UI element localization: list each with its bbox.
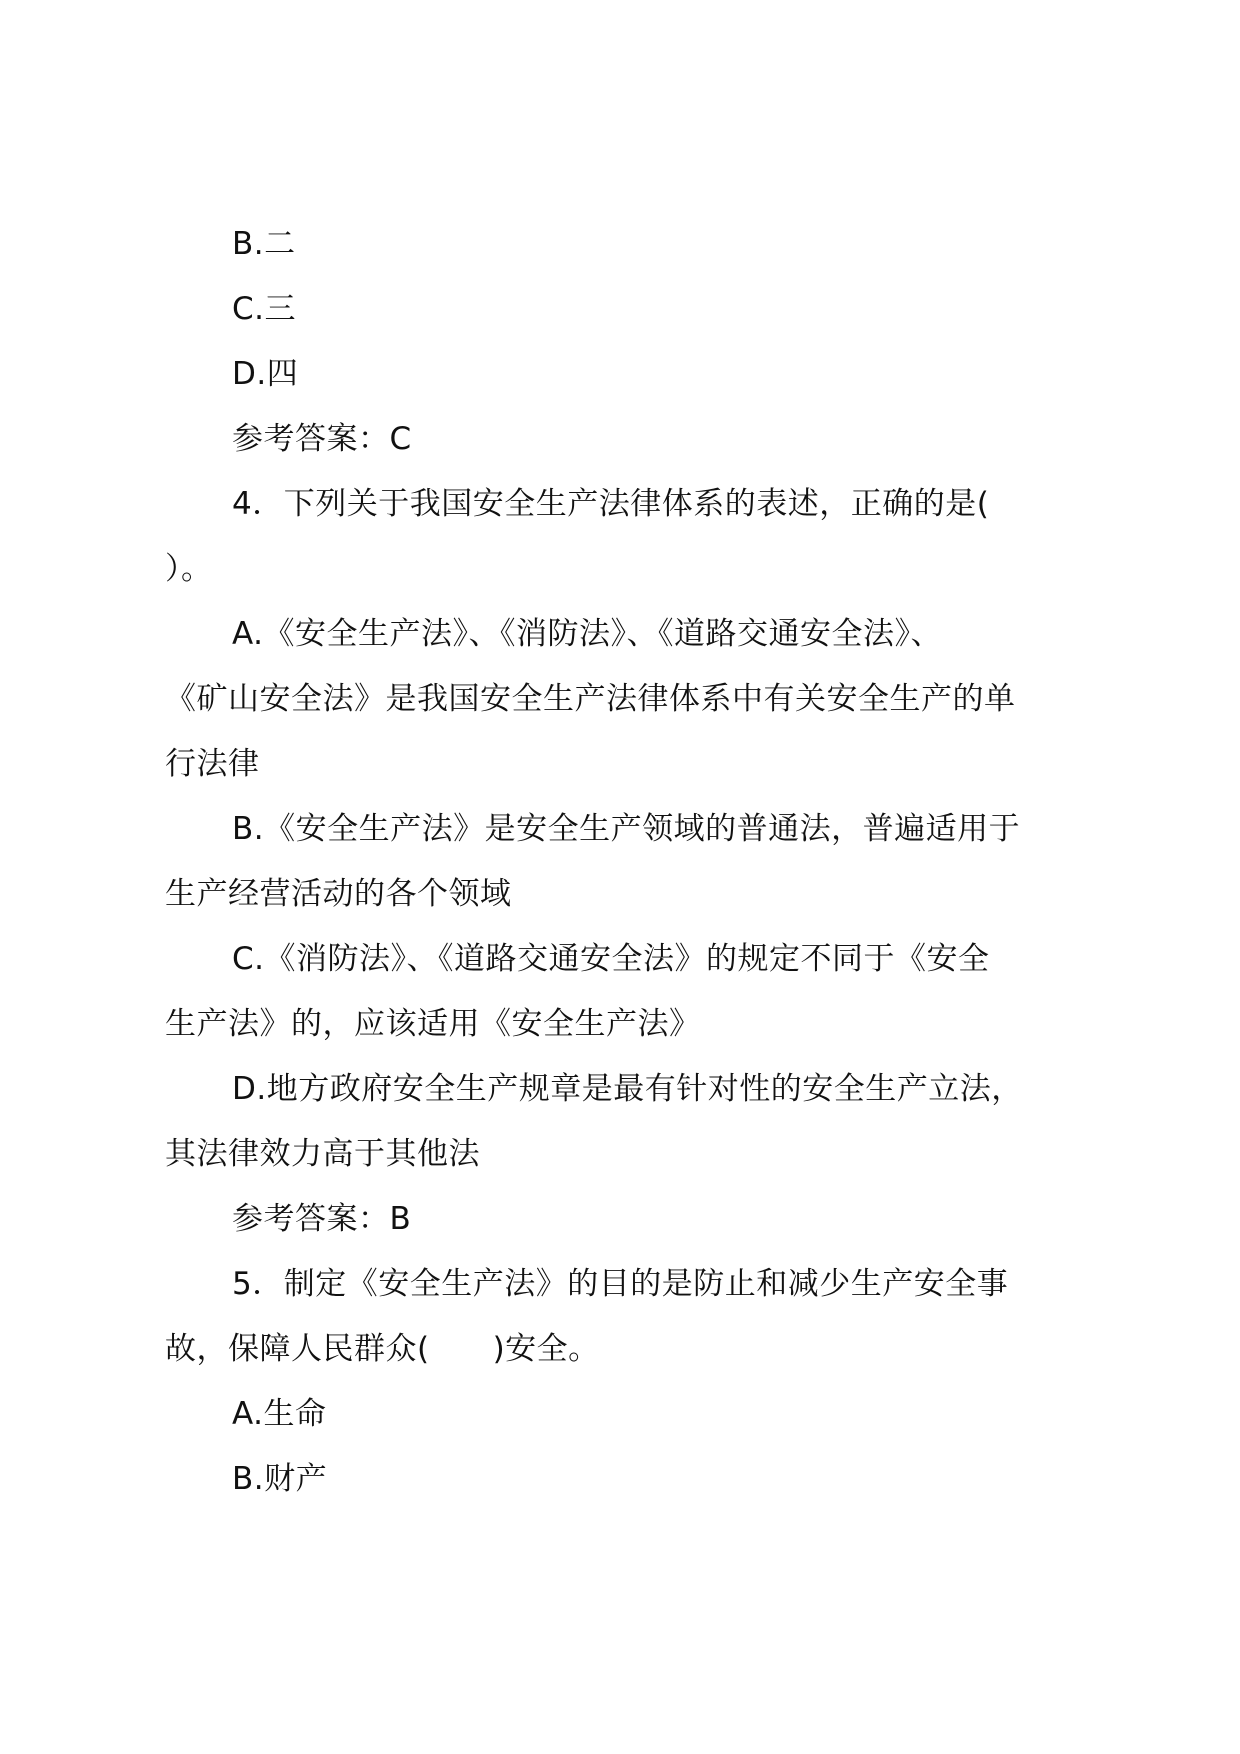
q4-option-a-line-3: 行法律	[165, 746, 260, 782]
q4-option-b-line-2: 生产经营活动的各个领域	[165, 876, 512, 912]
q4-stem-line-2: ）。	[165, 551, 213, 587]
q4-option-d-line-2: 其法律效力高于其他法	[165, 1136, 480, 1172]
q5-stem-line-1: 5．制定《安全生产法》的目的是防止和减少生产安全事	[232, 1266, 1009, 1302]
q5-option-a: A.生命	[232, 1396, 327, 1432]
q4-option-c-line-2: 生产法》的，应该适用《安全生产法》	[165, 1006, 701, 1042]
q3-option-c: C.三	[232, 291, 296, 327]
q5-option-b: B.财产	[232, 1461, 328, 1497]
q4-option-d-line-1: D.地方政府安全生产规章是最有针对性的安全生产立法，	[232, 1071, 1023, 1107]
q4-answer: 参考答案：B	[232, 1201, 412, 1237]
q3-answer: 参考答案：C	[232, 421, 412, 457]
q5-stem-line-2: 故，保障人民群众( )安全。	[165, 1331, 600, 1367]
q4-option-b-line-1: B.《安全生产法》是安全生产领域的普通法，普遍适用于	[232, 811, 1021, 847]
q4-option-c-line-1: C.《消防法》、《道路交通安全法》的规定不同于《安全	[232, 941, 990, 977]
q4-option-a-line-1: A.《安全生产法》、《消防法》、《道路交通安全法》、	[232, 616, 943, 652]
q3-option-b: B.二	[232, 226, 296, 262]
q3-option-d: D.四	[232, 356, 299, 392]
q4-stem-line-1: 4．下列关于我国安全生产法律体系的表述，正确的是(	[232, 486, 990, 522]
q4-option-a-line-2: 《矿山安全法》是我国安全生产法律体系中有关安全生产的单	[165, 681, 1016, 717]
